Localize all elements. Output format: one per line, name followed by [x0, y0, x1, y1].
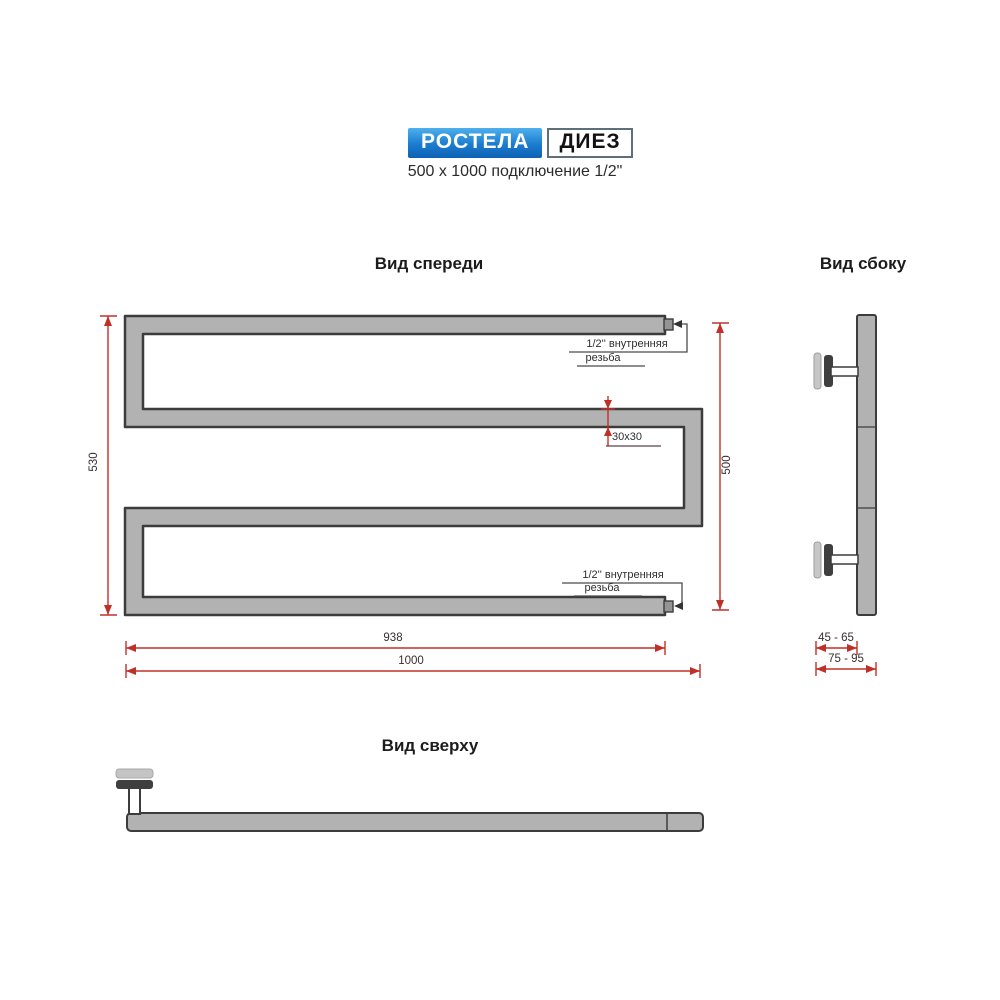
wall-bracket-upper	[814, 353, 858, 389]
dim-rail-width: 938	[383, 632, 403, 644]
dim-overall-height: 530	[88, 452, 100, 472]
model-subtitle: 500 x 1000 подключение 1/2"	[407, 163, 623, 180]
brand-primary-badge: РОСТЕЛА	[408, 128, 542, 158]
front-dimension-arrows	[104, 316, 724, 675]
side-view-drawing	[814, 315, 876, 615]
top-view-title: Вид сверху	[381, 736, 479, 755]
front-view-title: Вид спереди	[374, 254, 484, 273]
top-rail-body	[127, 813, 703, 831]
thread-label-bottom-line1: 1/2'' внутренняя	[582, 569, 664, 581]
connection-stub-top	[664, 319, 673, 330]
leader-bottom-arrow	[674, 602, 683, 610]
top-bracket-flange	[116, 780, 153, 789]
dim-overall-width: 1000	[398, 655, 424, 667]
profile-dim-arrow-down	[604, 400, 612, 409]
brand-logo	[408, 128, 633, 158]
top-bracket-stem	[129, 787, 140, 814]
bracket-rod	[831, 367, 858, 376]
thread-label-top-line2: резьба	[585, 352, 621, 364]
brand-secondary-badge: ДИЕЗ	[547, 128, 632, 158]
bracket-plate	[814, 353, 821, 389]
bracket-rod	[831, 555, 858, 564]
dim-tube-profile: 30x30	[612, 431, 642, 443]
dim-connection-height: 500	[721, 455, 733, 475]
side-view-title: Вид сбоку	[819, 254, 907, 273]
thread-label-bottom-line2: резьба	[584, 582, 620, 594]
side-rail-body	[857, 315, 876, 615]
top-view-drawing	[116, 769, 703, 831]
wall-bracket-lower	[814, 542, 858, 578]
bracket-plate	[814, 542, 821, 578]
leader-top-arrow	[673, 320, 682, 328]
top-bracket-plate	[116, 769, 153, 778]
profile-dim-arrow-up	[604, 427, 612, 436]
dim-wall-clearance-inner: 45 - 65	[818, 632, 854, 644]
thread-label-top-line1: 1/2'' внутренняя	[586, 338, 668, 350]
connection-stub-bottom	[664, 601, 673, 612]
top-wall-bracket	[116, 769, 153, 814]
front-dimension-lines	[100, 316, 729, 678]
dim-wall-clearance-outer: 75 - 95	[828, 653, 864, 665]
